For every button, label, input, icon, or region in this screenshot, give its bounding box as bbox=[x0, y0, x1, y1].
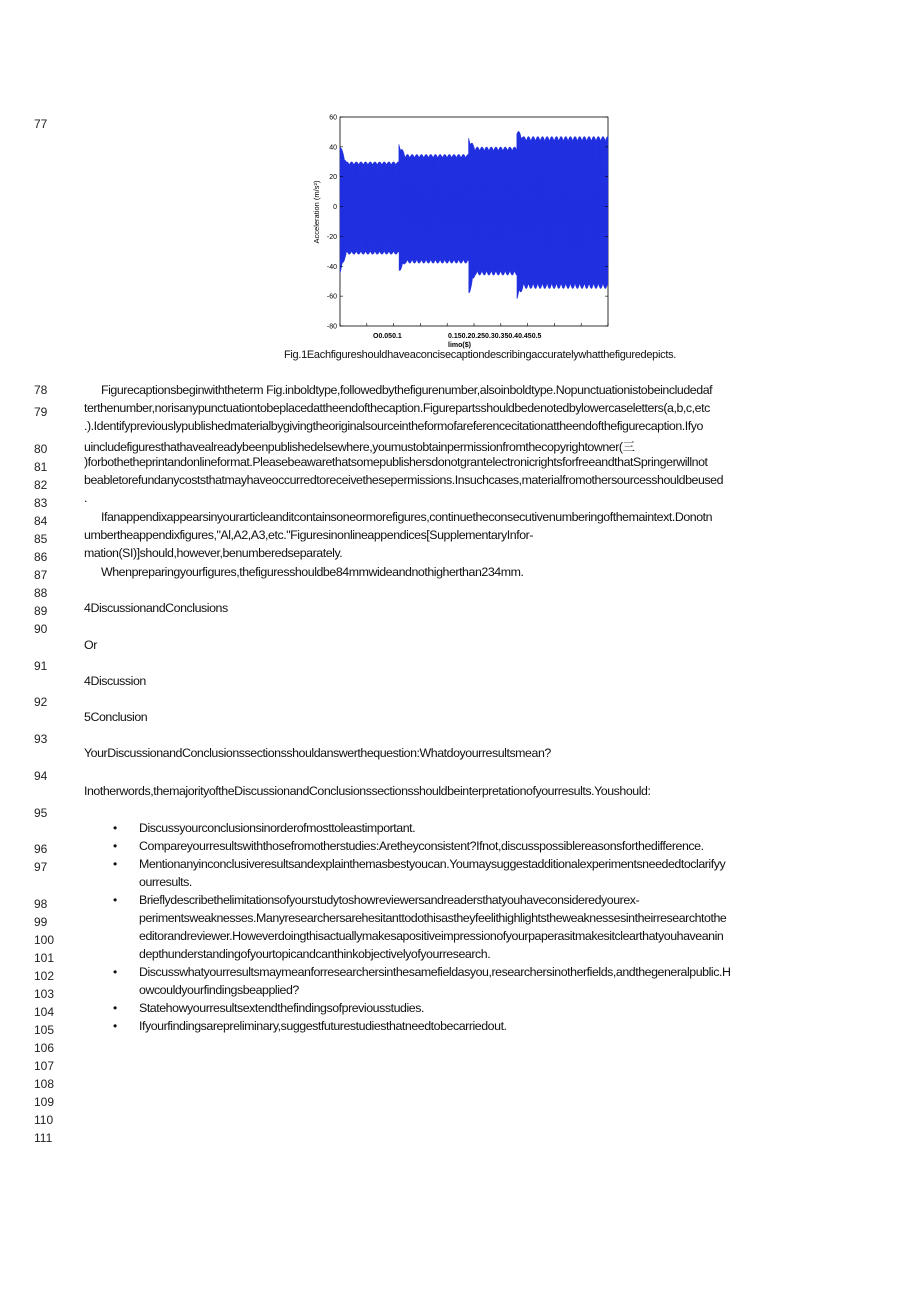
bullet-marker: • bbox=[113, 965, 118, 979]
section-heading: 4DiscussionandConclusions bbox=[84, 601, 228, 615]
line-number: 105 bbox=[34, 1023, 55, 1037]
line-number: 109 bbox=[34, 1095, 55, 1109]
line-number: 110 bbox=[34, 1113, 54, 1127]
line-number: 103 bbox=[34, 987, 55, 1001]
bullet-item-continuation: editorandreviewer.Howeverdoingthisactuallymakesapositiveimpressionofyourpaperasitmakesitclearthatyouhaveanin bbox=[139, 929, 724, 943]
bullet-marker: • bbox=[113, 857, 118, 871]
line-number: 79 bbox=[34, 405, 48, 419]
bullet-marker: • bbox=[113, 821, 118, 835]
line-number: 96 bbox=[34, 842, 48, 856]
chart-y-tick-label: 40 bbox=[329, 144, 337, 152]
chart-y-tick-label: 0 bbox=[333, 204, 337, 212]
line-number: 104 bbox=[34, 1005, 55, 1019]
body-question: YourDiscussionandConclusionssectionsshouldanswerthequestion:Whatdoyourresultsmean? bbox=[84, 746, 551, 760]
paragraph-line: uincludefiguresthathavealreadybeenpublishedelsewhere,youmustobtainpermissionfromthecopyrightowner(三 bbox=[84, 440, 635, 454]
bullet-item-continuation: depthunderstandingofyourtopicandcanthinkobjectivelyofyourresearch. bbox=[139, 947, 491, 961]
line-number: 89 bbox=[34, 604, 48, 618]
chart-y-tick-label: -40 bbox=[326, 263, 337, 271]
paragraph-line: )forbothetheprintandonlineformat.PleasebeawarethatsomepublishersdonotgrantelectronicrightsforfreeandthatSpringerwillnot bbox=[84, 455, 708, 469]
line-number: 97 bbox=[34, 860, 48, 874]
line-number: 98 bbox=[34, 897, 48, 911]
line-number: 81 bbox=[34, 460, 48, 474]
line-number: 90 bbox=[34, 622, 48, 636]
line-number: 107 bbox=[34, 1059, 55, 1073]
bullet-marker: • bbox=[113, 1001, 118, 1015]
bullet-item-continuation: ourresults. bbox=[139, 875, 192, 889]
line-number: 87 bbox=[34, 568, 48, 582]
bullet-item-continuation: owcouldyourfindingsbeapplied? bbox=[139, 983, 299, 997]
paragraph-line: . bbox=[84, 491, 87, 505]
paragraph-line: mation(SI)]should,however,benumberedseparately. bbox=[84, 546, 343, 560]
bullet-item: Mentionanyinconclusiveresultsandexplainthemasbestyoucan.Youmaysuggestadditionalexperimentsneededtoclarifyy bbox=[139, 857, 726, 871]
chart-y-tick-label: 20 bbox=[329, 174, 337, 182]
paragraph-line: .).Identifypreviouslypublishedmaterialbygivingtheoriginalsourceintheformofareferencecitationattheendofthefigurecaption.Ifyo bbox=[84, 419, 703, 433]
chart-y-axis-label: Acceleration (m/s²) bbox=[312, 180, 321, 244]
line-number: 95 bbox=[34, 806, 48, 820]
line-number: 94 bbox=[34, 769, 48, 783]
line-number: 99 bbox=[34, 915, 48, 929]
line-number: 106 bbox=[34, 1041, 55, 1055]
line-number: 80 bbox=[34, 442, 48, 456]
bullet-item: Discussyourconclusionsinorderofmosttoleastimportant. bbox=[139, 821, 416, 835]
bullet-item: Compareyourresultswiththosefromotherstudies:Aretheyconsistent?Ifnot,discusspossiblereasonsforthedifference. bbox=[139, 839, 704, 853]
chart-y-tick-label: -20 bbox=[326, 233, 337, 241]
chart-y-tick-label: -60 bbox=[326, 293, 337, 301]
line-number: 84 bbox=[34, 514, 48, 528]
bullet-marker: • bbox=[113, 1019, 118, 1033]
paragraph-line: terthenumber,norisanypunctuationtobeplacedattheendofthecaption.Figurepartsshouldbedenotedbylowercaseletters(a,b,c,etc bbox=[84, 401, 710, 415]
bullet-marker: • bbox=[113, 839, 118, 853]
bullet-item: Statehowyourresultsextendthefindingsofpreviousstudies. bbox=[139, 1001, 424, 1015]
paragraph-line: beabletorefundanycoststhatmayhaveoccurredtoreceivethesepermissions.Insuchcases,materialfromothersourcesshouldbeused bbox=[84, 473, 724, 487]
line-number: 83 bbox=[34, 496, 48, 510]
section-heading: 5Conclusion bbox=[84, 710, 148, 724]
line-number: 101 bbox=[34, 951, 55, 965]
chart-x-tick-label: O0.050.1 bbox=[373, 333, 402, 340]
line-number: 88 bbox=[34, 586, 48, 600]
chart-y-tick-label: 60 bbox=[329, 114, 337, 122]
chart-x-tick-label: 0.150.20.250.30.350.40.450.5 bbox=[448, 333, 542, 340]
bullet-item: Brieflydescribethelimitationsofyourstudytoshowreviewersandreadersthatyouhaveconsideredyourex- bbox=[139, 893, 640, 907]
chart-y-tick-label: -80 bbox=[326, 323, 337, 331]
paragraph-line: Figurecaptionsbeginwiththeterm Fig.inboldtype,followedbythefigurenumber,alsoinboldtype.Nopunctuationistobeincludedaf bbox=[101, 383, 713, 397]
line-number: 108 bbox=[34, 1077, 55, 1091]
bullet-item: Ifyourfindingsarepreliminary,suggestfuturestudiesthatneedtobecarriedout. bbox=[139, 1019, 507, 1033]
line-number: 85 bbox=[34, 532, 48, 546]
line-number: 82 bbox=[34, 478, 48, 492]
acceleration-chart bbox=[300, 110, 620, 350]
line-number: 102 bbox=[34, 969, 55, 983]
bullet-item: Discusswhatyourresultsmaymeanforresearchersinthesamefieldasyou,researchersinotherfields,andthegeneralpublic.H bbox=[139, 965, 731, 979]
line-number: 78 bbox=[34, 383, 48, 397]
line-number: 86 bbox=[34, 550, 48, 564]
bullet-marker: • bbox=[113, 893, 118, 907]
line-number: 77 bbox=[34, 117, 48, 131]
line-number: 111 bbox=[34, 1131, 53, 1145]
body-intro: Inotherwords,themajorityoftheDiscussionandConclusionssectionsshouldbeinterpretationofyourresults.Youshould: bbox=[84, 784, 651, 798]
line-number: 93 bbox=[34, 732, 48, 746]
line-number: 91 bbox=[34, 659, 48, 673]
paragraph-line: Ifanappendixappearsinyourarticleanditcontainsoneormorefigures,continuetheconsecutivenumberingofthemaintext.Donotn bbox=[101, 510, 713, 524]
or-text: Or bbox=[84, 638, 97, 652]
paragraph-line: Whenpreparingyourfigures,thefiguresshouldbe84mmwideandnothigherthan234mm. bbox=[101, 565, 524, 579]
chart-x-axis-label: limo($) bbox=[448, 342, 471, 349]
paragraph-line: umbertheappendixfigures,"Al,A2,A3,etc."Figuresinonlineappendices[SupplementaryInfor- bbox=[84, 528, 534, 542]
figure-caption: Fig.1Eachfigureshouldhaveaconcisecaptiondescribingaccuratelywhatthefiguredepicts. bbox=[283, 349, 677, 361]
bullet-item-continuation: perimentsweaknesses.Manyresearchersarehesitanttodothisastheyfeelithighlightstheweaknessesintheirresearchtothe bbox=[139, 911, 727, 925]
section-heading: 4Discussion bbox=[84, 674, 146, 688]
line-number: 92 bbox=[34, 695, 48, 709]
line-number: 100 bbox=[34, 933, 55, 947]
